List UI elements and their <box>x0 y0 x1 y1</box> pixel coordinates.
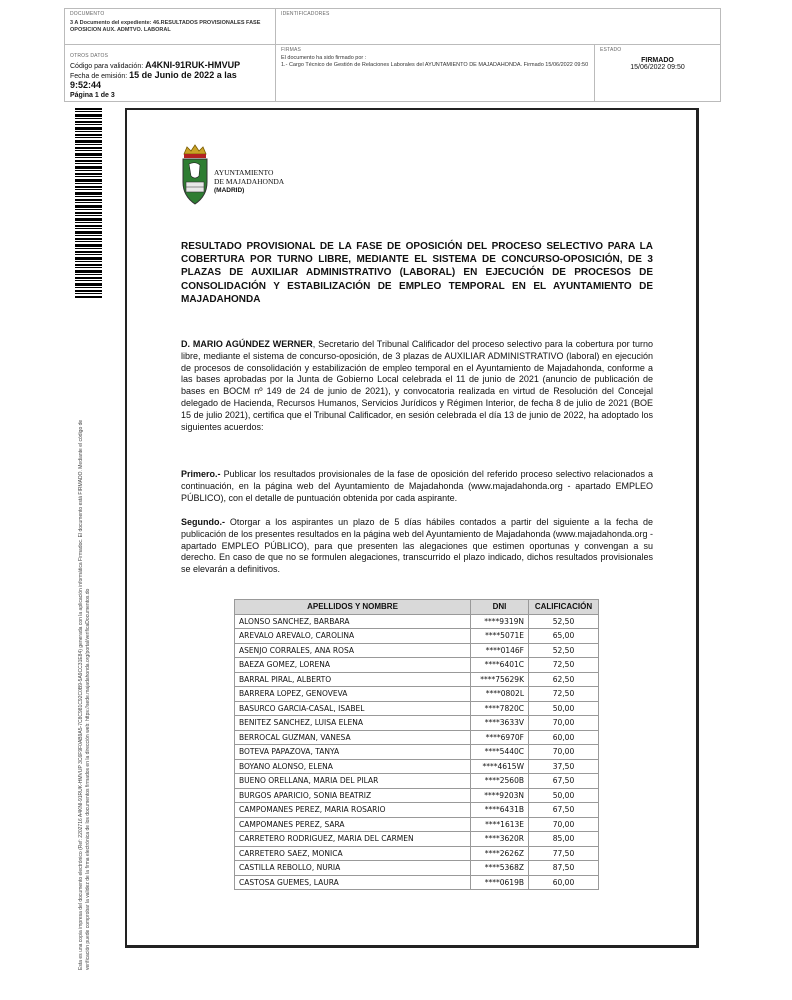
cell-dni: ****6401C <box>471 658 529 673</box>
cell-dni: ****2626Z <box>471 846 529 861</box>
table-row <box>235 614 599 629</box>
col-header-name: APELLIDOS Y NOMBRE <box>235 600 471 615</box>
cell-score: 50,00 <box>529 701 599 716</box>
cell-score: 77,50 <box>529 846 599 861</box>
side-text-line-2: verificación puede comprobar la validez de la firma electrónica de los documentos firmados en la dirección web: https://sede.majadahonda.org/portal/verificaDocumentos.do <box>85 588 91 970</box>
cell-name: BAEZA GOMEZ, LORENA <box>235 658 471 673</box>
cell-dni: ****0146F <box>471 643 529 658</box>
cell-score: 50,00 <box>529 788 599 803</box>
cell-dni: ****3633V <box>471 716 529 731</box>
cell-dni: ****6431B <box>471 803 529 818</box>
coat-of-arms-logo <box>180 144 210 206</box>
barcode <box>75 108 102 298</box>
cell-score: 70,00 <box>529 817 599 832</box>
cell-name: CARRETERO SAEZ, MONICA <box>235 846 471 861</box>
cell-name: BARRAL PIRAL, ALBERTO <box>235 672 471 687</box>
table-row <box>235 672 599 687</box>
pagina: Página 1 de 3 <box>70 92 115 99</box>
table-row <box>235 658 599 673</box>
table-row <box>235 745 599 760</box>
documento-cell <box>65 9 276 45</box>
cell-dni: ****9203N <box>471 788 529 803</box>
estado-label: ESTADO <box>600 47 622 53</box>
table-row <box>235 701 599 716</box>
secretary-name: D. MARIO AGÚNDEZ WERNER <box>181 339 313 349</box>
primero-label: Primero.- <box>181 469 221 479</box>
table-row <box>235 774 599 789</box>
cell-score: 52,50 <box>529 614 599 629</box>
cell-score: 37,50 <box>529 759 599 774</box>
primero-text: Publicar los resultados provisionales de la fase de oposición del referido proceso selectivo relacionados a continuación, en la página web del Ayuntamiento de Majadahonda (www.majadahonda.org - apartado EMPLEO PÚBLICO), con el detalle de puntuación obtenida por cada aspirante. <box>181 469 653 503</box>
cell-score: 67,50 <box>529 803 599 818</box>
cell-dni: ****5368Z <box>471 861 529 876</box>
identificadores-cell <box>276 9 720 45</box>
side-text-line-1: Esta es una copia impresa del documento electrónico (Ref: 2202716 A4KNI-91RUK-HMVUP 3C6F9F0AB9A5-7C8C981C92C0B9-5A9CC31E84) generada con la aplicación informática Firmadoc. El documento está FIRMADO. Mediante el código de <box>78 419 84 970</box>
cell-dni: ****4615W <box>471 759 529 774</box>
firmas-cell <box>276 45 595 101</box>
estado-value: FIRMADO <box>641 57 674 64</box>
document-title: RESULTADO PROVISIONAL DE LA FASE DE OPOSICIÓN DEL PROCESO SELECTIVO PARA LA COBERTURA POR TURNO LIBRE, MEDIANTE EL SISTEMA DE CONCURSO-OPOSICIÓN, DE 3 PLAZAS DE AUXILIAR ADMINISTRATIVO (LABORAL) EN EJECUCIÓN DE PROCESOS DE CONSOLIDACIÓN Y ESTABILIZACIÓN DE EMPLEO TEMPORAL EN EL AYUNTAMIENTO DE MAJADAHONDA <box>181 241 653 305</box>
cell-dni: ****3620R <box>471 832 529 847</box>
col-header-dni: DNI <box>471 600 529 615</box>
cell-name: BURGOS APARICIO, SONIA BEATRIZ <box>235 788 471 803</box>
cell-dni: ****0619B <box>471 875 529 890</box>
org-line-1: AYUNTAMIENTO <box>214 168 274 177</box>
table-row <box>235 643 599 658</box>
cell-dni: ****7820C <box>471 701 529 716</box>
codigo-label: Código para validación: <box>70 63 144 70</box>
cell-dni: ****2560B <box>471 774 529 789</box>
cell-name: BARRERA LOPEZ, GENOVEVA <box>235 687 471 702</box>
intro-text: , Secretario del Tribunal Calificador del proceso selectivo para la cobertura por turno libre, mediante el sistema de concurso-oposición, de 3 plazas de AUXILIAR ADMINISTRATIVO (laboral) en ejecución de procesos de consolidación y estabilización de empleo temporal en el Ayuntamiento de Majadahonda, conforme a las bases aprobadas por la Junta de Gobierno Local celebrada el 11 de junio de 2021 (anuncio de publicación de bases en BOCM nº 149 de 24 de junio de 2021), y convocatoria realizada en virtud de Resolución del Concejal delegado de Hacienda, Recursos Humanos, Servicios Jurídicos y Régimen Interior, de fecha 8 de julio de 2021 (BOE 15 de julio 2021), certifica que el Tribunal Calificador, en sesión celebrada el día 13 de junio de 2022, ha adoptado los siguientes acuerdos: <box>181 339 653 432</box>
cell-score: 67,50 <box>529 774 599 789</box>
cell-name: CARRETERO RODRIGUEZ, MARIA DEL CARMEN <box>235 832 471 847</box>
segundo-label: Segundo.- <box>181 517 225 527</box>
cell-name: CAMPOMANES PEREZ, SARA <box>235 817 471 832</box>
firmas-intro: El documento ha sido firmado por : <box>281 55 367 61</box>
cell-name: ALONSO SANCHEZ, BARBARA <box>235 614 471 629</box>
fecha-label: Fecha de emisión: <box>70 73 128 80</box>
estado-cell <box>595 45 720 101</box>
codigo-value: A4KNI-91RUK-HMVUP <box>145 60 241 70</box>
cell-dni: ****5440C <box>471 745 529 760</box>
cell-name: BOYANO ALONSO, ELENA <box>235 759 471 774</box>
org-line-2: DE MAJADAHONDA <box>214 177 285 186</box>
cell-score: 85,00 <box>529 832 599 847</box>
documento-text: 3 A Documento del expediente: 46.RESULTADOS PROVISIONALES FASE OPOSICION AUX. ADMTVO. LABORAL <box>70 20 261 33</box>
cell-name: BUENO ORELLANA, MARIA DEL PILAR <box>235 774 471 789</box>
cell-score: 72,50 <box>529 658 599 673</box>
cell-name: BASURCO GARCIA-CASAL, ISABEL <box>235 701 471 716</box>
col-header-score: CALIFICACIÓN <box>529 600 599 615</box>
table-row <box>235 817 599 832</box>
table-row <box>235 832 599 847</box>
cell-score: 62,50 <box>529 672 599 687</box>
table-row <box>235 875 599 890</box>
cell-dni: ****1613E <box>471 817 529 832</box>
firmas-text: 1.- Cargo Técnico de Gestión de Relaciones Laborales del AYUNTAMIENTO DE MAJADAHONDA. Firmado 15/06/2022 09:50 <box>281 62 589 68</box>
table-row <box>235 861 599 876</box>
otros-label: OTROS DATOS <box>70 53 109 59</box>
cell-dni: ****0802L <box>471 687 529 702</box>
table-row <box>235 629 599 644</box>
results-table <box>234 599 599 890</box>
documento-label: DOCUMENTO <box>70 11 105 17</box>
cell-name: BERROCAL GUZMAN, VANESA <box>235 730 471 745</box>
organization-name <box>214 168 284 195</box>
cell-score: 65,00 <box>529 629 599 644</box>
table-row <box>235 803 599 818</box>
cell-score: 60,00 <box>529 875 599 890</box>
cell-dni: ****9319N <box>471 614 529 629</box>
org-line-3: (MADRID) <box>214 187 245 194</box>
cell-name: BENITEZ SANCHEZ, LUISA ELENA <box>235 716 471 731</box>
firmas-label: FIRMAS <box>281 47 302 53</box>
table-row <box>235 687 599 702</box>
cell-score: 60,00 <box>529 730 599 745</box>
cell-score: 87,50 <box>529 861 599 876</box>
cell-name: BOTEVA PAPAZOVA, TANYA <box>235 745 471 760</box>
cell-score: 70,00 <box>529 745 599 760</box>
table-row <box>235 759 599 774</box>
fecha-value: 15 de Junio de 2022 a las 9:52:44 <box>70 70 237 90</box>
primero-paragraph <box>181 469 653 504</box>
cell-name: AREVALO AREVALO, CAROLINA <box>235 629 471 644</box>
identificadores-label: IDENTIFICADORES <box>281 11 330 17</box>
document-header <box>64 8 721 102</box>
cell-name: ASENJO CORRALES, ANA ROSA <box>235 643 471 658</box>
cell-dni: ****5071E <box>471 629 529 644</box>
cell-name: CASTILLA REBOLLO, NURIA <box>235 861 471 876</box>
cell-score: 70,00 <box>529 716 599 731</box>
cell-dni: ****75629K <box>471 672 529 687</box>
cell-dni: ****6970F <box>471 730 529 745</box>
table-row <box>235 730 599 745</box>
segundo-text: Otorgar a los aspirantes un plazo de 5 días hábiles contados a partir del siguiente a la fecha de publicación de los presentes resultados en la página web del Ayuntamiento de Majadahonda (www.majadahonda.org - apartado EMPLEO PÚBLICO), para que presenten las alegaciones que estimen oportunas y convengan a su derecho. En caso de que no se formulen alegaciones, transcurrido el plazo indicado, dichos resultados provisionales se elevarán a definitivos. <box>181 517 653 575</box>
estado-date: 15/06/2022 09:50 <box>630 64 685 71</box>
verification-side-text <box>78 310 92 970</box>
cell-name: CAMPOMANES PEREZ, MARIA ROSARIO <box>235 803 471 818</box>
intro-paragraph <box>181 339 653 433</box>
otros-datos-cell <box>65 45 276 101</box>
cell-score: 52,50 <box>529 643 599 658</box>
table-row <box>235 788 599 803</box>
segundo-paragraph <box>181 517 653 576</box>
cell-score: 72,50 <box>529 687 599 702</box>
cell-name: CASTOSA GUEMES, LAURA <box>235 875 471 890</box>
table-row <box>235 716 599 731</box>
table-row <box>235 846 599 861</box>
